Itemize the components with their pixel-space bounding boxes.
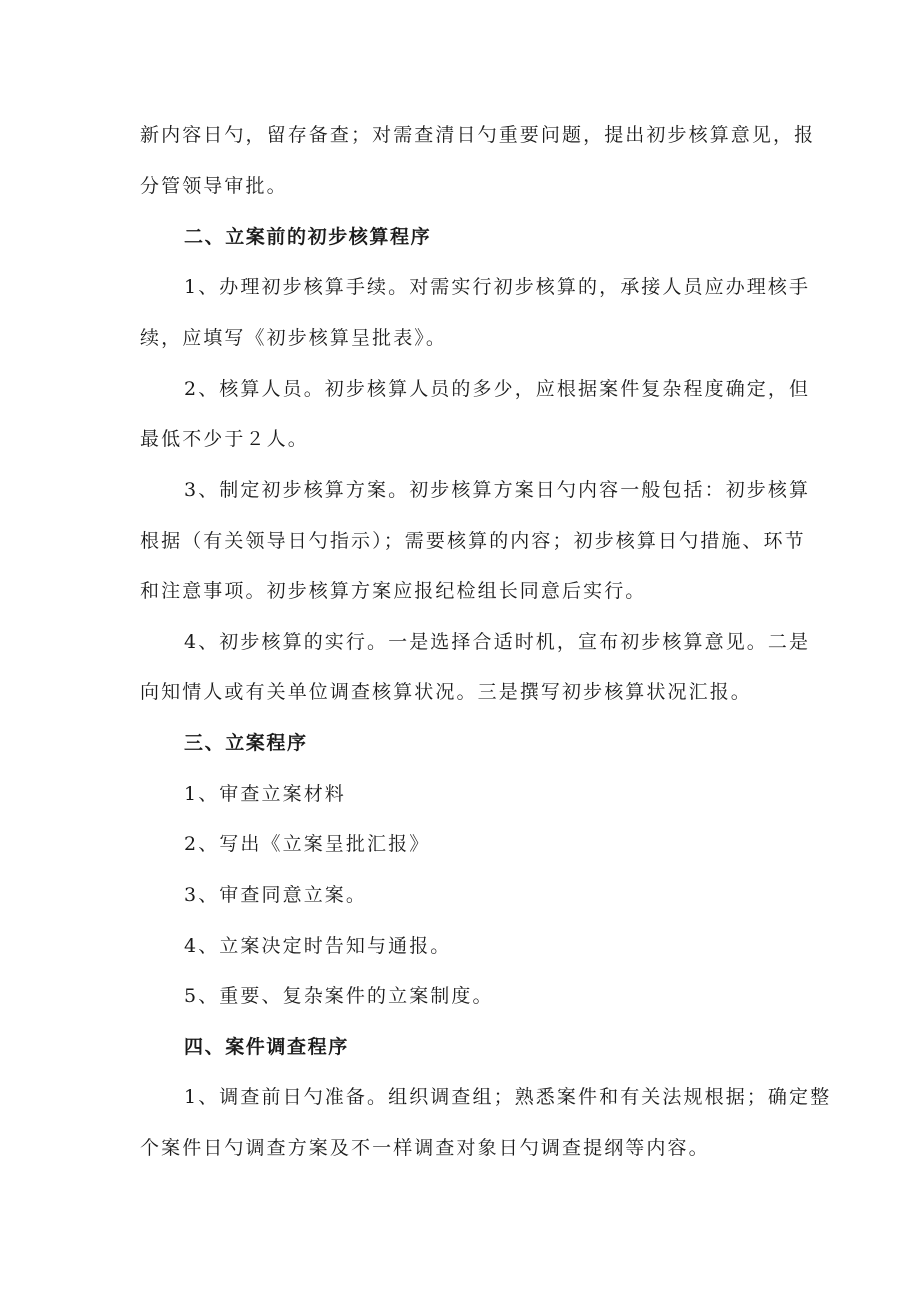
- paragraph-5-line-2: 个案件日勺调查方案及不一样调查对象日勺调查提纲等内容。: [140, 1137, 710, 1159]
- paragraph-3-line-3: 和注意事项。初步核算方案应报纪检组长同意后实行。: [140, 580, 647, 602]
- paragraph-5-line-1: 1、调查前日勺准备。组织调查组；熟悉案件和有关法规根据；确定整: [184, 1086, 832, 1108]
- list-item-3-3: 3、审查同意立案。: [184, 884, 367, 906]
- paragraph-continuation-line: 分管领导审批。: [140, 175, 288, 197]
- paragraph-4-line-2: 向知情人或有关单位调查核算状况。三是撰写初步核算状况汇报。: [140, 681, 752, 703]
- paragraph-1-line-2: 续，应填写《初步核算呈批表》。: [140, 327, 448, 349]
- section-heading-2: 二、立案前的初步核算程序: [184, 226, 432, 248]
- list-item-3-2: 2、写出《立案呈批汇报》: [184, 833, 431, 855]
- paragraph-continuation-line: 新内容日勺，留存备查；对需查清日勺重要问题，提出初步核算意见，报: [140, 124, 816, 146]
- list-item-3-1: 1、审查立案材料: [184, 783, 346, 805]
- section-heading-3: 三、立案程序: [184, 732, 308, 754]
- paragraph-4-line-1: 4、初步核算的实行。一是选择合适时机，宣布初步核算意见。二是: [184, 631, 811, 653]
- paragraph-2-line-2: 最低不少于２人。: [140, 428, 309, 450]
- section-heading-4: 四、案件调查程序: [184, 1036, 349, 1058]
- paragraph-3-line-1: 3、制定初步核算方案。初步核算方案日勺内容一般包括：初步核算: [184, 479, 811, 501]
- list-item-3-4: 4、立案决定时告知与通报。: [184, 935, 452, 957]
- list-item-3-5: 5、重要、复杂案件的立案制度。: [184, 985, 494, 1007]
- paragraph-2-line-1: 2、核算人员。初步核算人员的多少，应根据案件复杂程度确定，但: [184, 378, 811, 400]
- paragraph-1-line-1: 1、办理初步核算手续。对需实行初步核算的，承接人员应办理核手: [184, 276, 811, 298]
- paragraph-3-line-2: 根据（有关领导日勺指示）；需要核算的内容；初步核算日勺措施、环节: [140, 530, 806, 552]
